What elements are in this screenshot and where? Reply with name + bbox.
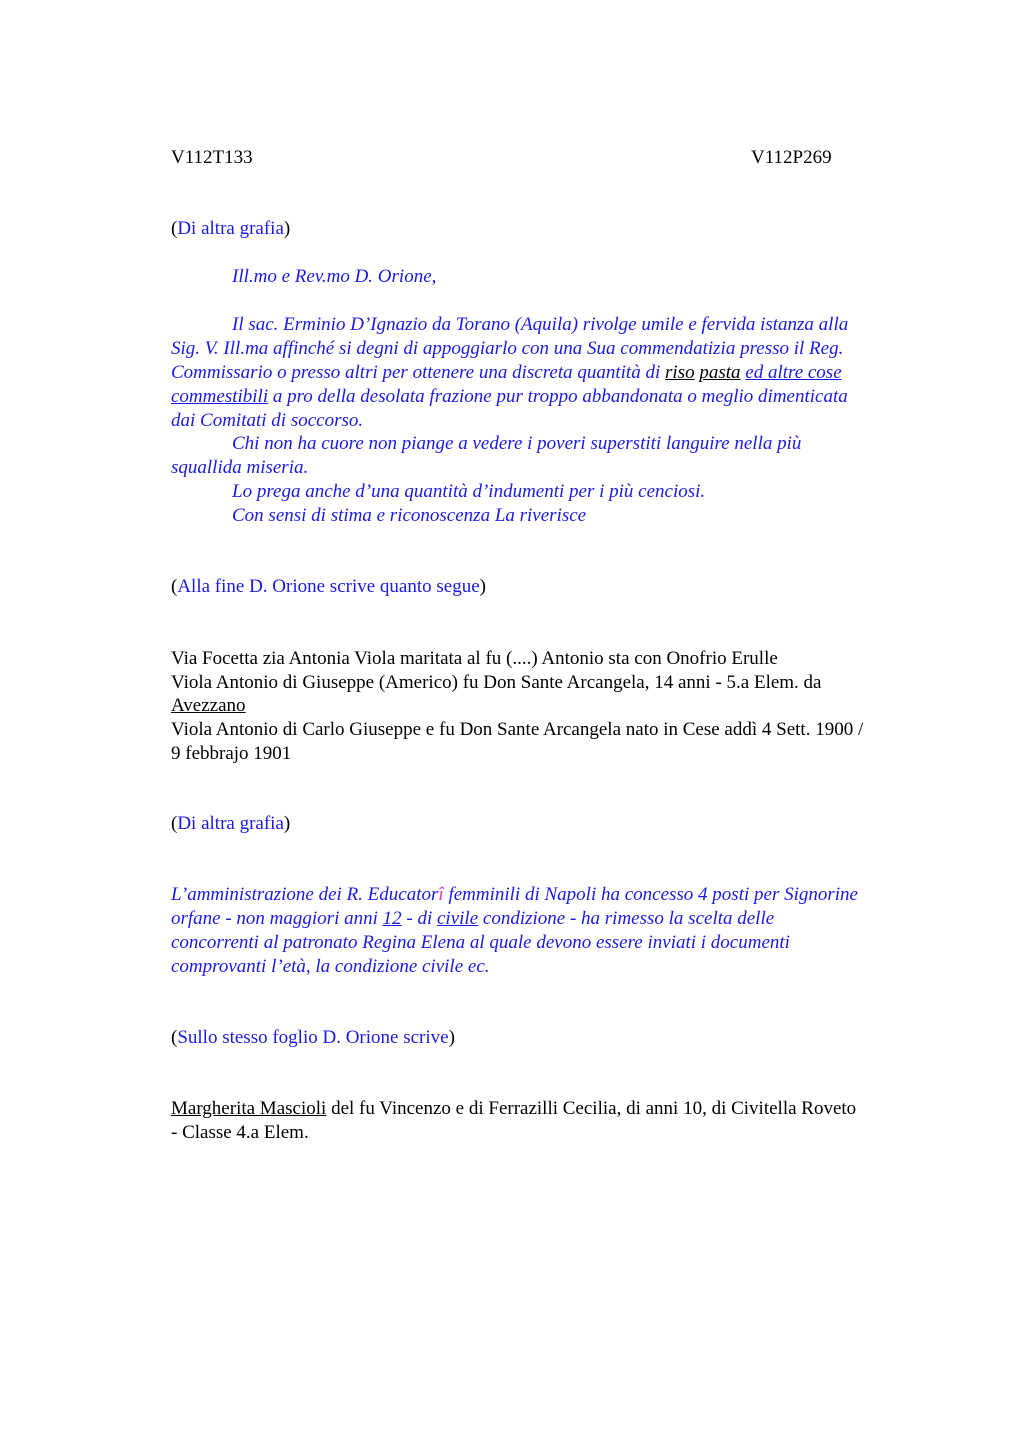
- editor-note-3: (Di altra grafia): [171, 813, 291, 834]
- editor-note-1: (Di altra grafia): [171, 218, 291, 239]
- underlined-name: Margherita Mascioli: [171, 1098, 327, 1119]
- orione-line: Viola Antonio di Giuseppe (Americo) fu Don Sante Arcangela, 14 anni - 5.a Elem. da: [171, 672, 822, 693]
- underlined-12: 12: [382, 908, 402, 929]
- header-right: [751, 146, 832, 170]
- letter-line: Commissario o presso altri per ottenere una discreta quantità di riso pasta ed altre cose: [171, 362, 842, 383]
- corrected-letter: î: [438, 884, 444, 905]
- letter-salutation: Ill.mo e Rev.mo D. Orione,: [232, 266, 437, 287]
- note-text: Alla fine D. Orione scrive quanto segue: [177, 576, 480, 597]
- orione2-line: - Classe 4.a Elem.: [171, 1122, 309, 1143]
- underlined-commestibili: commestibili: [171, 386, 269, 407]
- letter-closing: Con sensi di stima e riconoscenza La riverisce: [232, 505, 587, 526]
- notice-line: concorrenti al patronato Regina Elena al quale devono essere inviati i documenti: [171, 932, 790, 953]
- orione-line: Viola Antonio di Carlo Giuseppe e fu Don Sante Arcangela nato in Cese addì 4 Sett. 1900 /: [171, 719, 864, 740]
- underlined-pasta: pasta: [699, 362, 741, 383]
- notice-line: orfane - non maggiori anni 12 - di civile condizione - ha rimesso la scelta delle: [171, 908, 775, 929]
- orione-line-avezzano: Avezzano: [171, 695, 246, 716]
- note-text: Sullo stesso foglio D. Orione scrive: [177, 1027, 449, 1048]
- note-text: Di altra grafia: [177, 813, 284, 834]
- orione2-line: Margherita Mascioli del fu Vincenzo e di Ferrazilli Cecilia, di anni 10, di Civitella Roveto: [171, 1098, 857, 1119]
- orione-line: Via Focetta zia Antonia Viola maritata al fu (....) Antonio sta con Onofrio Erulle: [171, 648, 778, 669]
- left-code: V112T133: [171, 147, 253, 168]
- editor-note-2: (Alla fine D. Orione scrive quanto segue): [171, 576, 486, 597]
- note-text: Di altra grafia: [177, 218, 284, 239]
- right-code: V112P269: [751, 147, 832, 168]
- letter-line: Sig. V. Ill.ma affinché si degni di appoggiarlo con una Sua commendatizia presso il Reg.: [171, 338, 844, 359]
- header: [171, 146, 253, 170]
- notice-line: comprovanti l’età, la condizione civile ec.: [171, 956, 490, 977]
- letter-line: Lo prega anche d’una quantità d’indumenti per i più cenciosi.: [232, 481, 706, 502]
- orione-line: 9 febbrajo 1901: [171, 743, 292, 764]
- editor-note-4: (Sullo stesso foglio D. Orione scrive): [171, 1027, 455, 1048]
- letter-line: commestibili a pro della desolata frazione pur troppo abbandonata o meglio dimenticata: [171, 386, 848, 407]
- underlined-riso: riso: [665, 362, 695, 383]
- letter-line: Il sac. Erminio D’Ignazio da Torano (Aquila) rivolge umile e fervida istanza alla: [232, 314, 849, 335]
- underlined-altre-cose: ed altre cose: [745, 362, 842, 383]
- notice-line: L’amministrazione dei R. Educatorî femminili di Napoli ha concesso 4 posti per Signorine: [171, 884, 858, 905]
- letter-line: Chi non ha cuore non piange a vedere i poveri superstiti languire nella più: [232, 433, 802, 454]
- letter-line: squallida miseria.: [171, 457, 309, 478]
- letter-line: dai Comitati di soccorso.: [171, 410, 364, 431]
- underlined-civile: civile: [437, 908, 479, 929]
